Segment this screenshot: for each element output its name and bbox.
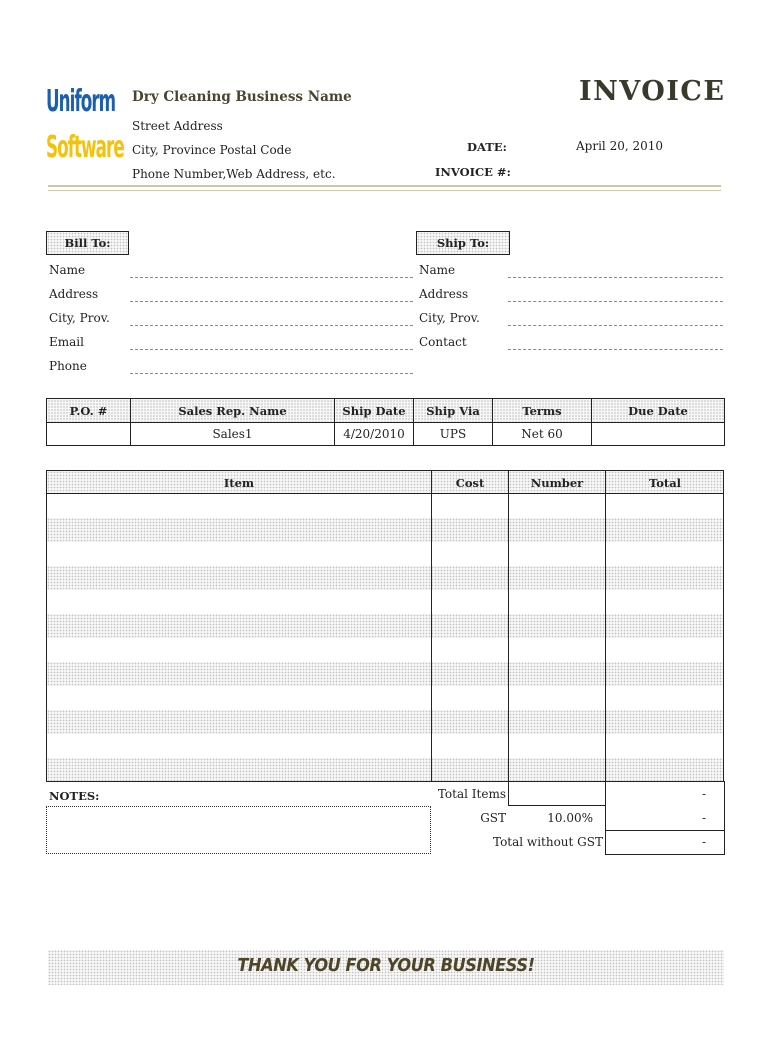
- items-divider-number: [508, 470, 509, 806]
- bill-name-label: Name: [49, 263, 86, 277]
- terms-value[interactable]: Net 60: [493, 423, 592, 446]
- due-date-value[interactable]: [592, 423, 725, 446]
- ship-contact-label: Contact: [419, 335, 467, 349]
- business-city: City, Province Postal Code: [132, 143, 292, 157]
- total-without-gst-value: -: [701, 835, 706, 849]
- due-date-header: Due Date: [592, 399, 725, 423]
- ship-name-field[interactable]: [508, 277, 723, 278]
- ship-via-value[interactable]: UPS: [414, 423, 493, 446]
- number-header: Number: [530, 476, 584, 490]
- gst-label: GST: [480, 811, 506, 825]
- ship-to-title: Ship To:: [416, 231, 510, 255]
- thank-you-text: THANK YOU FOR YOUR BUSINESS!: [237, 955, 535, 976]
- header-rule-thin: [48, 190, 721, 191]
- ship-city-label: City, Prov.: [419, 311, 480, 325]
- total-items-label: Total Items: [437, 787, 506, 801]
- ship-city-field[interactable]: [508, 325, 723, 326]
- ship-address-field[interactable]: [508, 301, 723, 302]
- sales-rep-header: Sales Rep. Name: [131, 399, 335, 423]
- gst-value: -: [701, 811, 706, 825]
- date-value: April 20, 2010: [576, 139, 664, 153]
- po-header: P.O. #: [47, 399, 131, 423]
- bill-phone-label: Phone: [49, 359, 87, 373]
- ship-contact-field[interactable]: [508, 349, 723, 350]
- business-contact: Phone Number,Web Address, etc.: [132, 167, 336, 181]
- header-rule: [48, 185, 721, 187]
- sales-rep-value[interactable]: Sales1: [131, 423, 335, 446]
- ship-date-value[interactable]: 4/20/2010: [335, 423, 414, 446]
- items-divider-cost: [431, 470, 432, 782]
- terms-header: Terms: [493, 399, 592, 423]
- business-street: Street Address: [132, 119, 223, 133]
- notes-label: NOTES:: [49, 789, 100, 803]
- item-header: Item: [223, 476, 255, 490]
- bill-phone-field[interactable]: [130, 373, 413, 374]
- invoice-title: INVOICE: [579, 76, 726, 107]
- logo-text-software: Software: [46, 130, 124, 165]
- bill-address-field[interactable]: [130, 301, 413, 302]
- total-items-number-cell: [508, 781, 606, 806]
- bill-name-field[interactable]: [130, 277, 413, 278]
- bill-address-label: Address: [49, 287, 99, 301]
- items-table[interactable]: [46, 470, 724, 782]
- bill-city-label: City, Prov.: [49, 311, 110, 325]
- bill-city-field[interactable]: [130, 325, 413, 326]
- ship-address-label: Address: [419, 287, 469, 301]
- invoice-number-label: INVOICE #:: [435, 165, 511, 179]
- total-without-gst-label: Total without GST: [493, 835, 603, 849]
- totals-divider: [605, 830, 725, 831]
- ship-name-label: Name: [419, 263, 456, 277]
- notes-field[interactable]: [46, 806, 431, 854]
- total-items-value: -: [701, 787, 706, 801]
- total-header: Total: [648, 476, 682, 490]
- bill-email-label: Email: [49, 335, 84, 349]
- po-value[interactable]: [47, 423, 131, 446]
- cost-header: Cost: [455, 476, 485, 490]
- ship-via-header: Ship Via: [414, 399, 493, 423]
- ship-date-header: Ship Date: [335, 399, 414, 423]
- date-label: DATE:: [467, 140, 507, 154]
- order-details-table: [46, 398, 725, 446]
- logo-text-uniform: Uniform: [46, 84, 116, 119]
- business-name: Dry Cleaning Business Name: [132, 89, 352, 105]
- bill-email-field[interactable]: [130, 349, 413, 350]
- bill-to-title: Bill To:: [46, 231, 129, 255]
- gst-rate[interactable]: 10.00%: [547, 811, 593, 825]
